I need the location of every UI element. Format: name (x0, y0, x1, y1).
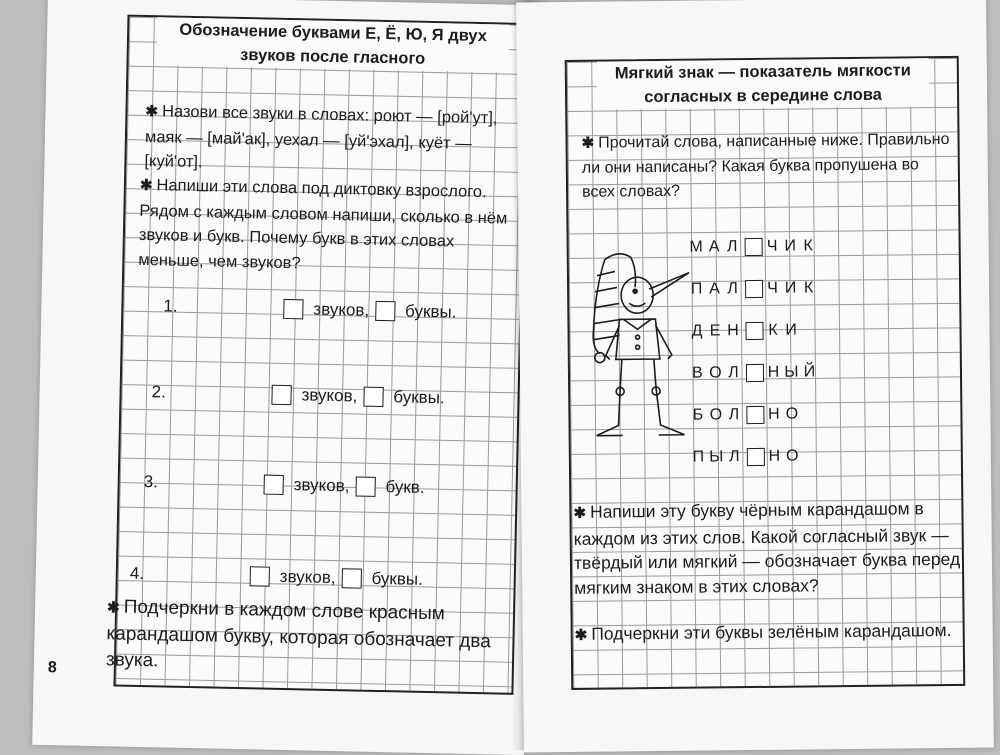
letter: М (689, 238, 706, 256)
letter: Л (728, 406, 743, 424)
sounds-label: звуков, (279, 566, 336, 588)
task-underline-green (575, 618, 965, 649)
task-dictation-text: Напиши эти слова под диктовку взрослого. Рядом с каждым словом напиши, сколько в нём звуков и букв. Почему букв в этих словах меньше, чем звуков? (138, 176, 508, 272)
letter: Ы (784, 363, 802, 381)
right-page (516, 0, 994, 752)
right-page-title: Мягкий знак — показатель мягкости согласных в середине слова (597, 58, 929, 109)
left-page (32, 0, 540, 755)
letter: Н (768, 447, 784, 465)
letter: Н (767, 363, 783, 381)
task-read-words (581, 128, 952, 205)
star-bullet-icon: ✱ (106, 599, 120, 617)
page-number: 8 (47, 659, 57, 677)
sounds-count-box[interactable] (250, 566, 270, 586)
letter: К (803, 237, 816, 255)
letters-count-box[interactable] (355, 476, 375, 496)
sounds-count-box[interactable] (263, 475, 283, 495)
letter: П (690, 280, 706, 298)
missing-letter-box[interactable] (747, 448, 765, 466)
star-bullet-icon: ✱ (573, 504, 587, 522)
row-number: 3. (143, 472, 159, 492)
task-underline-red-text: Подчеркни в каждом слове красным карандашом букву, которая обозначает два звука. (105, 596, 492, 672)
letters-label: буквы. (404, 301, 457, 322)
task-dictation (138, 173, 524, 280)
letters-count-box[interactable] (341, 568, 361, 588)
letter: Б (692, 406, 707, 424)
letter: Л (729, 448, 743, 466)
letter: П (692, 448, 708, 466)
missing-letter-box[interactable] (746, 406, 764, 424)
sounds-label: звуков, (301, 385, 358, 406)
letter: Л (728, 364, 742, 382)
letter: Е (709, 322, 724, 340)
task-write-letter-text: Напиши эту букву чёрным карандашом в каждом из этих слов. Какой согласный звук — твёрдый или мягкий — обозначает буква перед мягким знаком в этих словах? (573, 498, 961, 598)
letter: К (768, 321, 781, 339)
row-number: 1. (163, 296, 178, 316)
missing-letter-box[interactable] (746, 364, 764, 382)
word-malchik (688, 225, 818, 268)
task-underline-green-text: Подчеркни эти буквы зелёным карандашом. (591, 619, 952, 644)
letter: Ч (766, 237, 781, 255)
letters-count-box[interactable] (363, 387, 383, 407)
word-denki (689, 309, 819, 352)
star-bullet-icon: ✱ (581, 134, 595, 152)
letter: О (709, 406, 726, 424)
sounds-label: звуков, (313, 299, 370, 320)
task-underline-red (106, 594, 518, 682)
letter: И (784, 237, 799, 255)
letter: Й (803, 363, 819, 381)
sounds-label: звуков, (293, 475, 350, 496)
pinocchio-illustration (574, 229, 692, 450)
letters-label: буквы. (371, 568, 424, 589)
sounds-count-box[interactable] (283, 299, 303, 319)
letter: О (786, 447, 802, 465)
letter: И (784, 279, 800, 297)
letter: Н (768, 405, 783, 423)
letter: А (708, 238, 723, 256)
letter: Д (691, 322, 706, 340)
letter: Ч (767, 279, 782, 297)
word-volny (690, 351, 820, 394)
letter: К (803, 279, 817, 297)
task-name-sounds-text: Назови все звуки в словах: роют — [рой'ут], маяк — [май'ак], уехал — [уй'эхал], куёт — [куй'от]. (144, 102, 498, 172)
row-number: 2. (151, 382, 167, 402)
task-write-letter (573, 496, 964, 600)
letters-count-box[interactable] (375, 301, 395, 321)
letter: В (692, 364, 706, 382)
star-bullet-icon: ✱ (574, 626, 588, 644)
star-bullet-icon: ✱ (139, 176, 153, 195)
task-read-words-text: Прочитай слова, написанные ниже. Правильно ли они написаны? Какая буква пропушена во всех словах? (581, 130, 950, 201)
letter: Ы (709, 448, 727, 466)
missing-letter-box[interactable] (745, 322, 763, 340)
letter: Л (726, 238, 741, 256)
left-page-title: Обозначение буквами Е, Ё, Ю, Я двух звуков после гласного (156, 17, 509, 72)
letters-label: буквы. (393, 387, 445, 408)
word-pylno (691, 435, 821, 478)
letter: И (785, 321, 800, 339)
word-palchik (689, 267, 819, 310)
word-bolno (690, 393, 820, 436)
letter: О (709, 364, 725, 382)
letter: Н (727, 322, 742, 340)
star-bullet-icon: ✱ (145, 103, 159, 121)
letters-label: букв. (385, 477, 425, 497)
word-list (688, 225, 821, 478)
letter: Л (727, 280, 741, 298)
missing-letter-box[interactable] (745, 238, 763, 256)
task-name-sounds (144, 99, 525, 181)
sounds-count-box[interactable] (271, 385, 291, 405)
missing-letter-box[interactable] (745, 280, 763, 298)
row-number: 4. (129, 563, 145, 584)
letter: О (785, 405, 802, 423)
letter: А (709, 280, 724, 298)
